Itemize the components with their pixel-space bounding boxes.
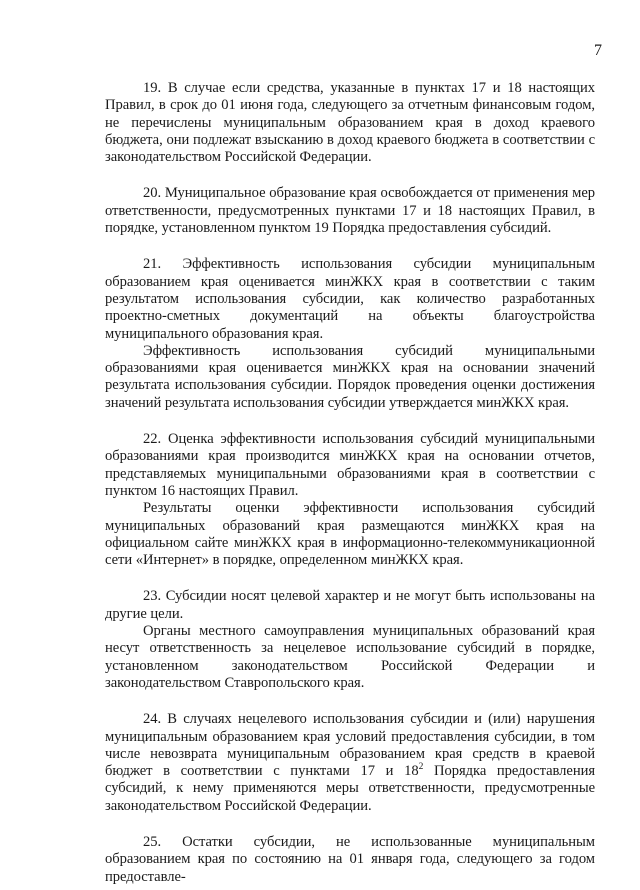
paragraph-21-continued: Эффективность использования субсидий муниципальными образованиями края оценивается минЖКХ края на основании значений результата использования субсидии. Порядок проведения оценки достижения значений результата использования субсидии утверждается минЖКХ края.: [105, 342, 595, 411]
paragraph-24-superscript: 2: [418, 762, 424, 773]
paragraph-24-text-before: 24. В случаях нецелевого использования субсидии и (или) нарушения муниципальным образованием края условий предоставления субсидии, в том числе невозврата муниципальным образованием края средств в краевой бюджет в соответствии с пунктами 17 и 18: [105, 711, 595, 780]
paragraph-23: 23. Субсидии носят целевой характер и не могут быть использованы на другие цели.: [105, 588, 595, 622]
paragraph-21: 21. Эффективность использования субсидии муниципальным образованием края оценивается минЖКХ края в соответствии с таким результатом использования субсидии, как количество разработанных проектно-сметных документаций на объекты благоустройства муниципального образования края.: [105, 256, 595, 342]
paragraph-23-continued: Органы местного самоуправления муниципальных образований края несут ответственность за нецелевое использование субсидий в порядке, установленном законодательством Российской Федерации и законодательством Ставропольского края.: [105, 623, 595, 691]
paragraph-24: [105, 711, 595, 815]
paragraph-20: 20. Муниципальное образование края освобождается от применения мер ответственности, предусмотренных пунктами 17 и 18 настоящих Правил, в порядке, установленном пунктом 19 Порядка предоставления субсидий.: [105, 185, 595, 237]
page-number: 7: [594, 42, 602, 59]
paragraph-25: 25. Остатки субсидии, не использованные муниципальным образованием края по состоянию на 01 января года, следующего за годом предоставле-: [105, 833, 595, 885]
document-body: [105, 80, 595, 886]
paragraph-22: 22. Оценка эффективности использования субсидий муниципальными образованиями края производится минЖКХ края на основании отчетов, представляемых муниципальными образованиями края в соответствии с пунктом 16 настоящих Правил.: [105, 431, 595, 499]
paragraph-22-continued: Результаты оценки эффективности использования субсидий муниципальных образований края размещаются минЖКХ края на официальном сайте минЖКХ края в информационно-телекоммуникационной сети «Интернет» в порядке, определенном минЖКХ края.: [105, 500, 595, 569]
paragraph-24-text-after: Порядка предоставления субсидий, к нему применяются меры ответственности, предусмотренные законодательством Российской Федерации.: [105, 763, 596, 814]
paragraph-19: 19. В случае если средства, указанные в пунктах 17 и 18 настоящих Правил, в срок до 01 июня года, следующего за отчетным финансовым годом, не перечислены муниципальным образованием края в доход краевого бюджета, они подлежат взысканию в доход краевого бюджета в соответствии с законодательством Российской Федерации.: [105, 80, 595, 166]
